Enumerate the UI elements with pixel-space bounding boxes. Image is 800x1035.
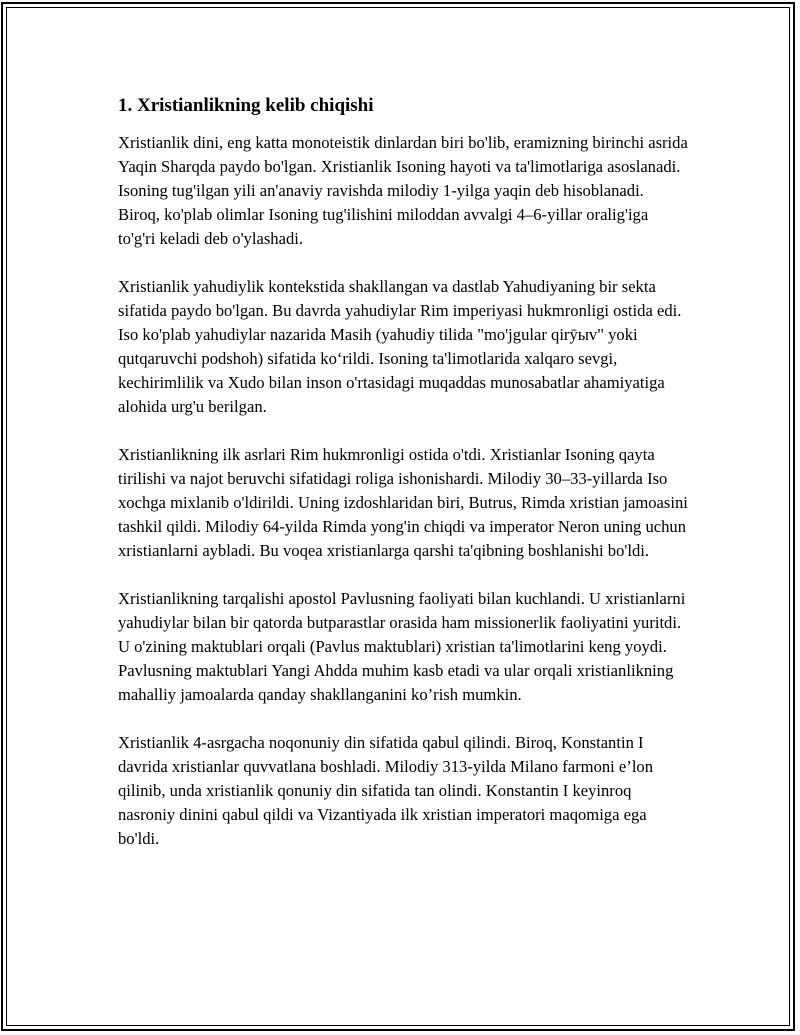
section-heading: 1. Xristianlikning kelib chiqishi bbox=[118, 95, 374, 116]
paragraph-5: Xristianlik 4-asrgacha noqonuniy din sifatida qabul qilindi. Biroq, Konstantin I davrida xristianlar quvvatlana boshladi. Milodiy 313-yilda Milano farmoni e’lon qilinib, unda xristianlik qonuniy din sifatida tan olindi. Konstantin I keyinroq nasroniy dinini qabul qildi va Vizantiyada ilk xristian imperatori maqomiga ega bo'ldi. bbox=[118, 733, 654, 848]
paragraph-2: Xristianlik yahudiylik kontekstida shakllangan va dastlab Yahudiyaning bir sekta sifatida paydo bo'lgan. Bu davrda yahudiylar Rim imperiyasi hukmronligi ostida edi. Iso ko'plab yahudiylar nazarida Masih (yahudiy tilida "mo'jgular qirȳыv" yoki qutqaruvchi podshoh) sifatida ko‘rildi. Isoning ta'limotlarida xalqaro sevgi, kechirimlilik va Xudo bilan inson o'rtasidagi muqaddas munosabatlar ahamiyatiga alohida urg'u berilgan. bbox=[118, 277, 682, 416]
paragraph-3: Xristianlikning ilk asrlari Rim hukmronligi ostida o'tdi. Xristianlar Isoning qayta tirilishi va najot beruvchi sifatidagi roliga ishonishardi. Milodiy 30–33-yillarda Iso xochga mixlanib o'ldirildi. Uning izdoshlaridan biri, Butrus, Rimda xristian jamoasini tashkil qildi. Milodiy 64-yilda Rimda yong'in chiqdi va imperator Neron uning uchun xristianlarni aybladi. Bu voqea xristianlarga qarshi ta'qibning boshlanishi bo'ldi. bbox=[118, 445, 688, 560]
document-body bbox=[118, 94, 688, 875]
paragraph-1: Xristianlik dini, eng katta monoteistik dinlardan biri bo'lib, eramizning birinchi asrida Yaqin Sharqda paydo bo'lgan. Xristianlik Isoning hayoti va ta'limotlariga asoslanadi. Isoning tug'ilgan yili an'anaviy ravishda milodiy 1-yilga yaqin deb hisoblanadi. Biroq, ko'plab olimlar Isoning tug'ilishini miloddan avvalgi 4–6-yillar oralig'iga to'g'ri keladi deb o'ylashadi. bbox=[118, 133, 688, 248]
paragraph-4: Xristianlikning tarqalishi apostol Pavlusning faoliyati bilan kuchlandi. U xristianlarni yahudiylar bilan bir qatorda butparastlar orasida ham missionerlik faoliyatini yuritdi. U o'zining maktublari orqali (Pavlus maktublari) xristian ta'limotlarini keng yoydi. Pavlusning maktublari Yangi Ahdda muhim kasb etadi va ular orqali xristianlikning mahalliy jamoalarda qanday shakllanganini ko’rish mumkin. bbox=[118, 589, 686, 704]
